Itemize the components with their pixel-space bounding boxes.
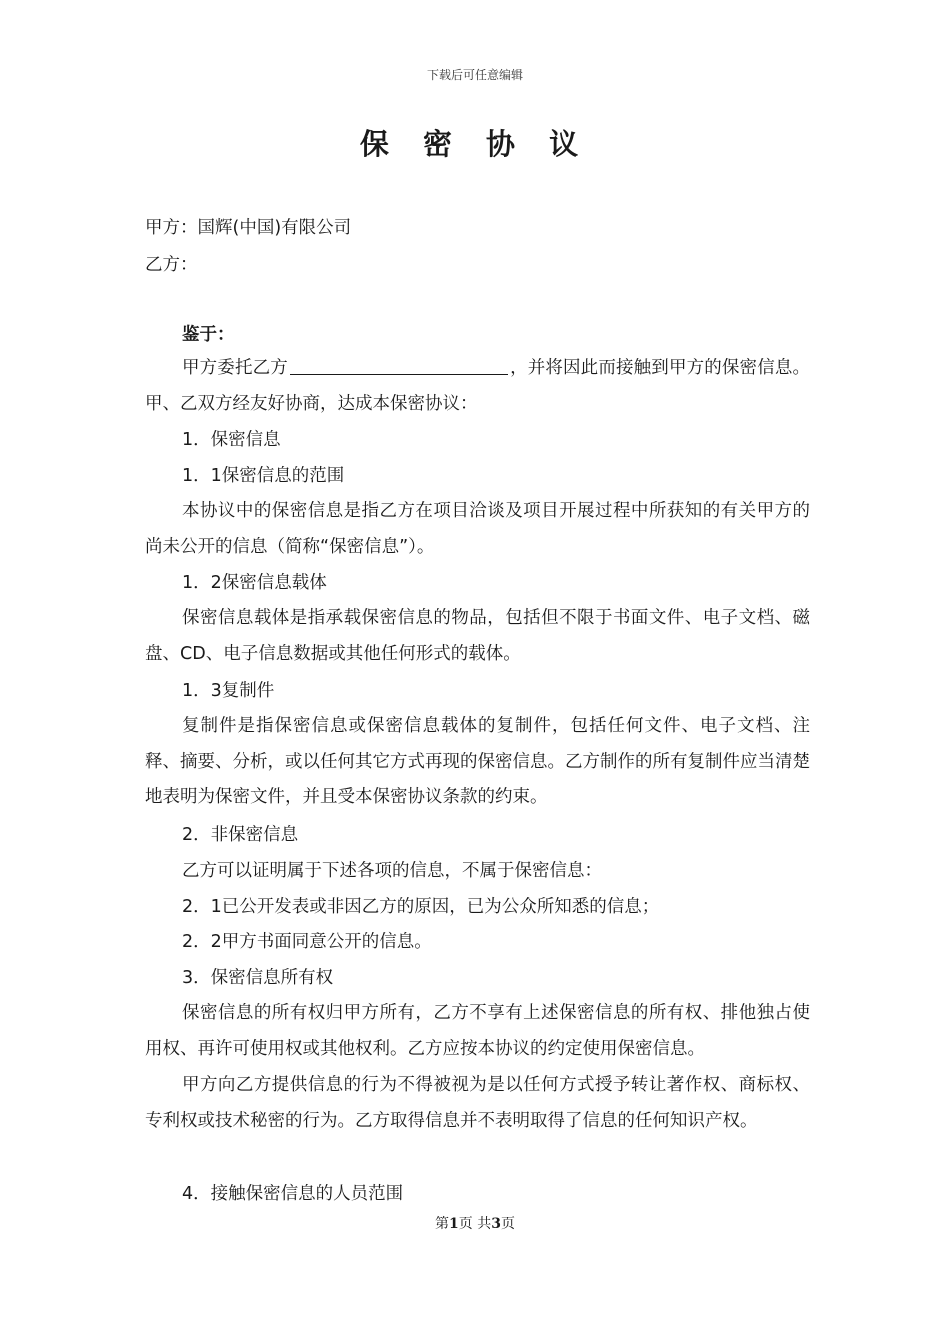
section-1-heading: 1．保密信息 [182, 430, 281, 450]
section-3-heading: 3．保密信息所有权 [182, 968, 334, 988]
intro-before: 甲方委托乙方 [182, 358, 288, 378]
document-title: 保 密 协 议 [359, 127, 591, 161]
section-4-heading: 4．接触保密信息的人员范围 [182, 1184, 404, 1204]
section-1-3-heading: 1．3复制件 [182, 681, 275, 701]
intro-paragraph [145, 351, 810, 422]
header-note: 下载后可任意编辑 [426, 68, 523, 82]
footer-mid: 页 共 [458, 1216, 492, 1232]
section-1-3-text: 复制件是指保密信息或保密信息载体的复制件，包括任何文件、电子文档、注释、摘要、分析，或以任何其它方式再现的保密信息。乙方制作的所有复制件应当清楚地表明为保密文件，并且受本保密协议条款的约束。 [145, 716, 810, 807]
section-3-text-2: 甲方向乙方提供信息的行为不得被视为是以任何方式授予转让著作权、商标权、专利权或技术秘密的行为。乙方取得信息并不表明取得了信息的任何知识产权。 [145, 1075, 810, 1131]
section-1-1-heading: 1．1保密信息的范围 [182, 466, 345, 486]
page-footer [0, 1213, 950, 1233]
section-3-text-1: 保密信息的所有权归甲方所有，乙方不享有上述保密信息的所有权、排他独占使用权、再许可使用权或其他权利。乙方应按本协议的约定使用保密信息。 [145, 1003, 810, 1059]
footer-prefix: 第 [435, 1216, 450, 1232]
party-b: 乙方： [145, 255, 198, 275]
blank-underline [290, 356, 508, 375]
footer-suffix: 页 [500, 1216, 515, 1232]
section-2-text: 乙方可以证明属于下述各项的信息，不属于保密信息： [182, 861, 602, 881]
party-a: 甲方：国辉(中国)有限公司 [145, 218, 352, 238]
section-1-2-heading: 1．2保密信息载体 [182, 573, 327, 593]
section-2-heading: 2．非保密信息 [182, 825, 299, 845]
section-1-1-text: 本协议中的保密信息是指乙方在项目洽谈及项目开展过程中所获知的有关甲方的尚未公开的信息（简称“保密信息”）。 [145, 501, 810, 557]
intro-after: ，并将因此而接触到甲方的保密信息。甲、乙双方经友好协商，达成本保密协议： [145, 358, 811, 414]
section-2-1: 2．1已公开发表或非因乙方的原因，已为公众所知悉的信息； [182, 897, 660, 917]
section-1-2-text: 保密信息载体是指承载保密信息的物品，包括但不限于书面文件、电子文档、磁盘、CD、电子信息数据或其他任何形式的载体。 [145, 608, 810, 664]
section-2-2: 2．2甲方书面同意公开的信息。 [182, 932, 432, 952]
footer-total-pages: 3 [491, 1216, 501, 1232]
whereas-heading: 鉴于： [182, 325, 235, 345]
footer-page-number: 1 [449, 1216, 459, 1232]
